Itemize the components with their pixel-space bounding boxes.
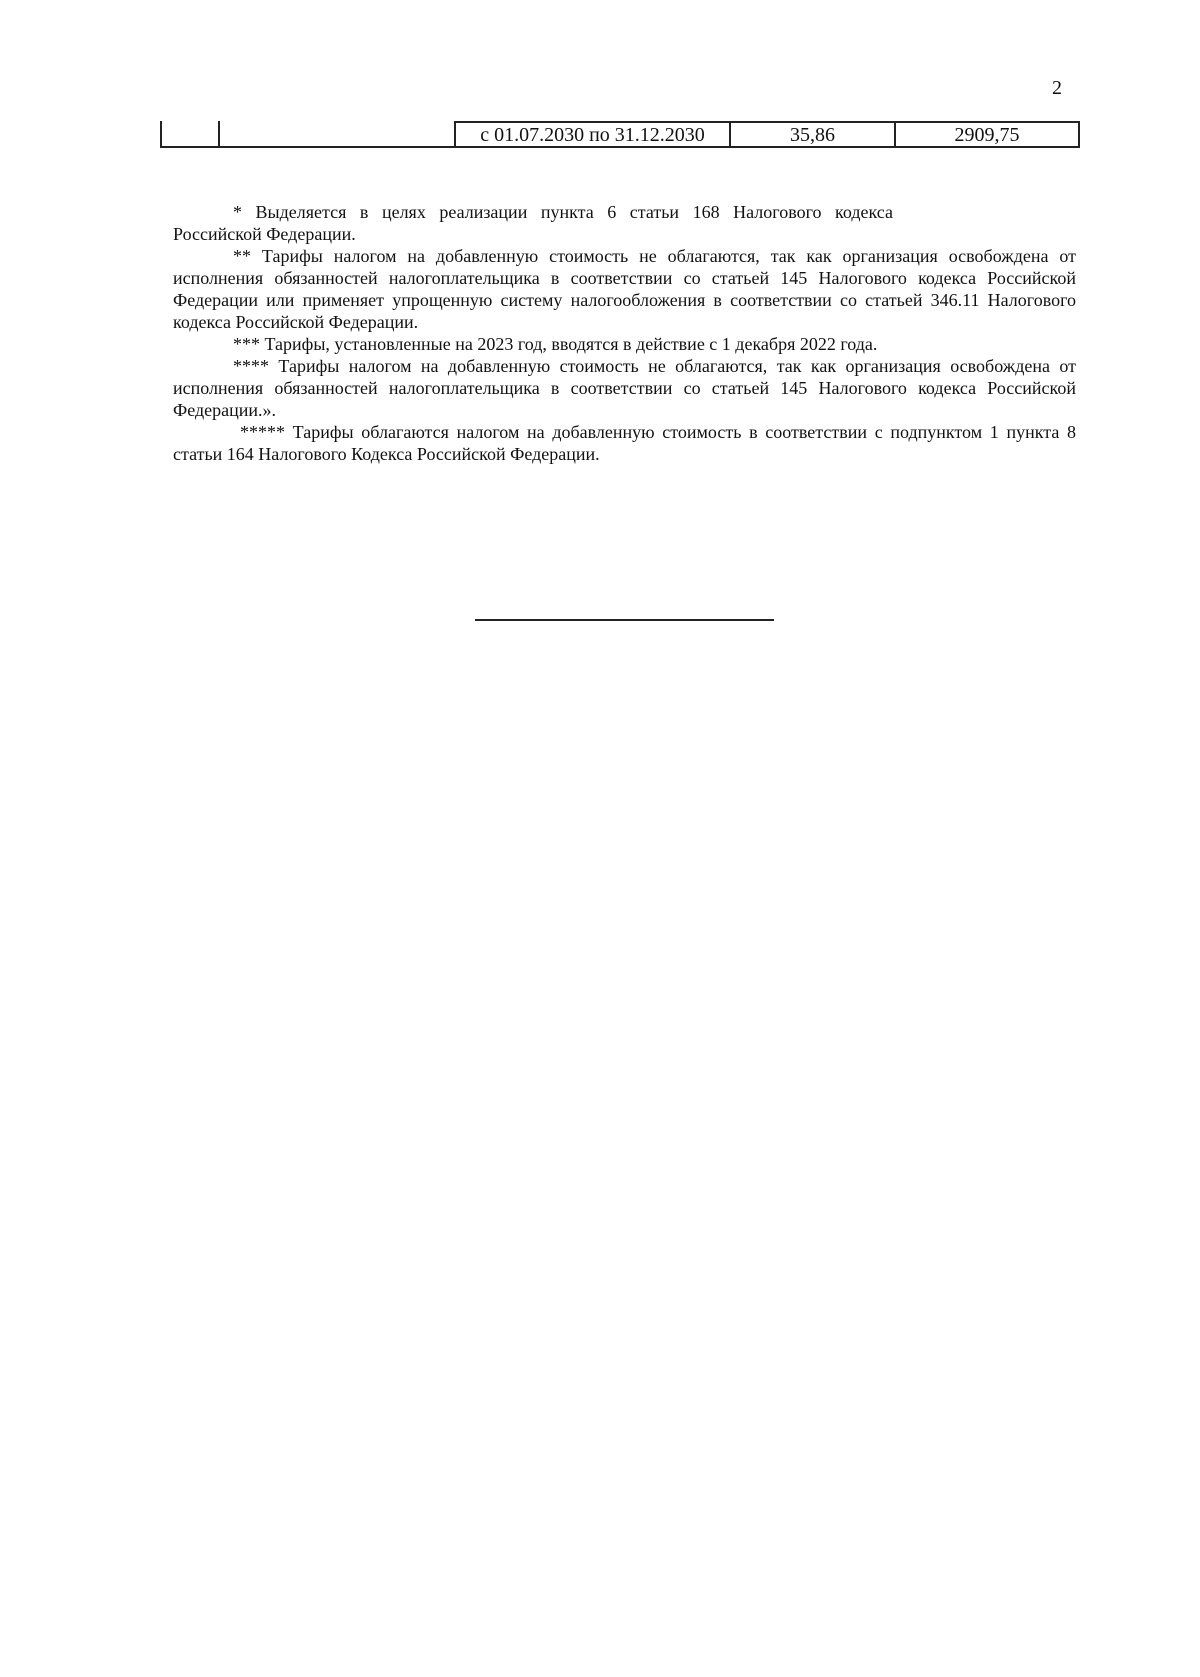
end-of-document-rule — [475, 619, 774, 621]
footnote-5: ***** Тарифы облагаются налогом на добавленную стоимость в соответствии с подпунктом 1 пункта 8 статьи 164 Налогового Кодекса Российской Федерации. — [173, 422, 1076, 464]
table-cell-value-2: 2909,75 — [894, 121, 1080, 148]
table-cell-name — [218, 121, 454, 148]
footnotes — [173, 201, 1076, 465]
table-cell-period: с 01.07.2030 по 31.12.2030 — [454, 121, 729, 148]
footnote-2: ** Тарифы налогом на добавленную стоимость не облагаются, так как организация освобождена от исполнения обязанностей налогоплательщика в соответствии со статьей 145 Налогового кодекса Российской Федерации или применяет упрощенную систему налогообложения в соответствии со статьей 346.11 Налогового кодекса Российской Федерации. — [173, 246, 1076, 332]
table-cell-value-1: 35,86 — [729, 121, 894, 148]
footnote-1: * Выделяется в целях реализации пункта 6 статьи 168 Налогового кодекса Российской Федерации. — [173, 202, 893, 244]
table-cell-index — [160, 121, 218, 148]
tariff-table — [160, 121, 1080, 148]
footnote-4: **** Тарифы налогом на добавленную стоимость не облагаются, так как организация освобождена от исполнения обязанностей налогоплательщика в соответствии со статьей 145 Налогового кодекса Российской Федерации.». — [173, 356, 1076, 420]
footnote-3: *** Тарифы, установленные на 2023 год, вводятся в действие с 1 декабря 2022 года. — [233, 334, 878, 354]
page-number: 2 — [1052, 77, 1062, 99]
